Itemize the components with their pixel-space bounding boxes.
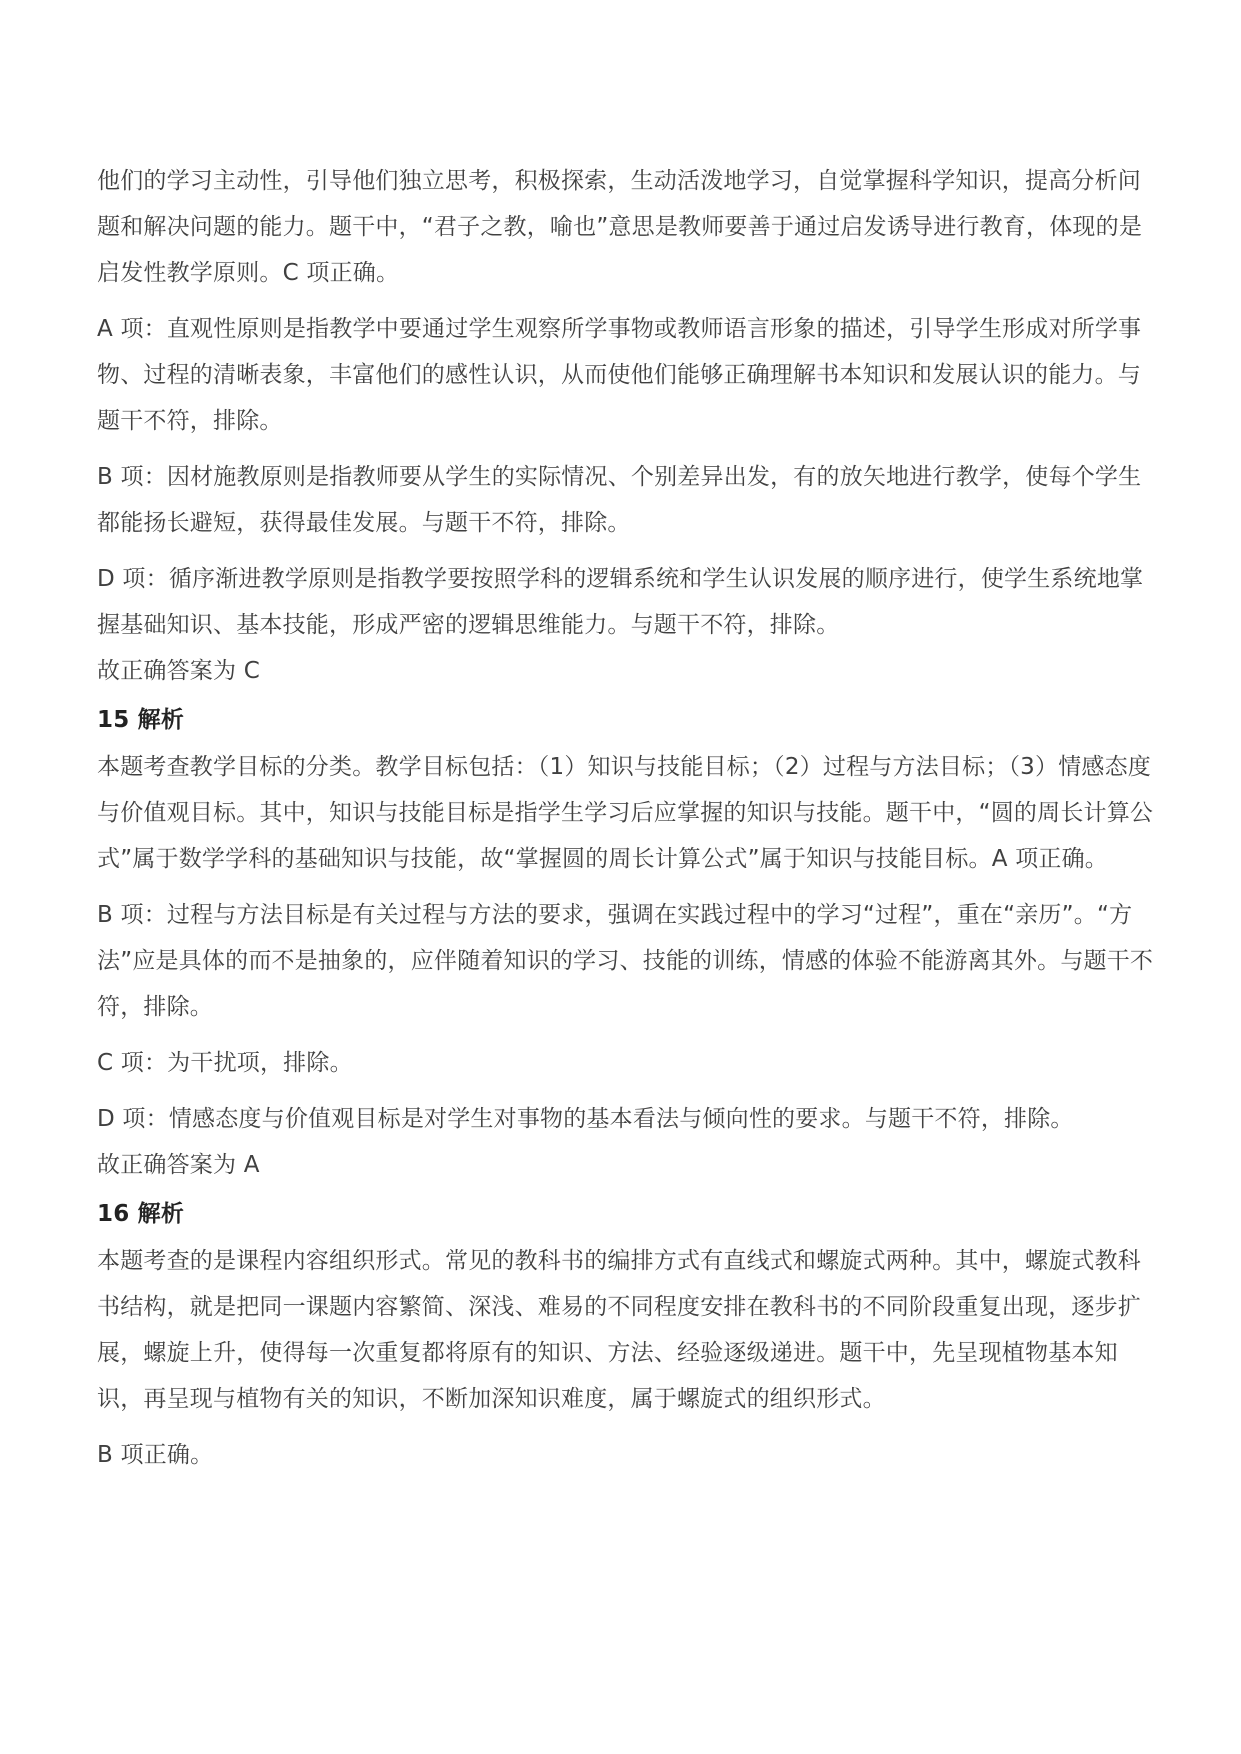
paragraph-16-explanation: 本题考查的是课程内容组织形式。常见的教科书的编排方式有直线式和螺旋式两种。其中，螺旋式教科书结构，就是把同一课题内容繁简、深浅、难易的不同程度安排在教科书的不同阶段重复出现，逐步扩展，螺旋上升，使得每一次重复都将原有的知识、方法、经验逐级递进。题干中，先呈现植物基本知识，再呈现与植物有关的知识，不断加深知识难度，属于螺旋式的组织形式。: [97, 1248, 1141, 1412]
paragraph-15-option-d: D 项：情感态度与价值观目标是对学生对事物的基本看法与倾向性的要求。与题干不符，排除。: [97, 1106, 1074, 1132]
paragraph-14-option-d: D 项：循序渐进教学原则是指教学要按照学科的逻辑系统和学生认识发展的顺序进行，使学生系统地掌握基础知识、基本技能，形成严密的逻辑思维能力。与题干不符，排除。: [97, 566, 1144, 638]
paragraph-15-explanation: 本题考查教学目标的分类。教学目标包括：（1）知识与技能目标；（2）过程与方法目标；（3）情感态度与价值观目标。其中，知识与技能目标是指学生学习后应掌握的知识与技能。题干中，“圆的周长计算公式”属于数学学科的基础知识与技能，故“掌握圆的周长计算公式”属于知识与技能目标。A 项正确。: [97, 754, 1154, 872]
paragraph-14-option-a: A 项：直观性原则是指教学中要通过学生观察所学事物或教师语言形象的描述，引导学生形成对所学事物、过程的清晰表象，丰富他们的感性认识，从而使他们能够正确理解书本知识和发展认识的能力。与题干不符，排除。: [97, 316, 1142, 434]
paragraph-15-option-b: B 项：过程与方法目标是有关过程与方法的要求，强调在实践过程中的学习“过程”，重在“亲历”。“方法”应是具体的而不是抽象的，应伴随着知识的学习、技能的训练，情感的体验不能游离其外。与题干不符，排除。: [97, 902, 1154, 1020]
paragraph-14-explanation: 他们的学习主动性，引导他们独立思考，积极探索，生动活泼地学习，自觉掌握科学知识，提高分析问题和解决问题的能力。题干中，“君子之教，喻也”意思是教师要善于通过启发诱导进行教育，体现的是启发性教学原则。C 项正确。: [97, 168, 1143, 286]
paragraph-14-answer: 故正确答案为 C: [97, 658, 260, 684]
heading-15-analysis: 15 解析: [97, 707, 185, 733]
paragraph-14-option-b: B 项：因材施教原则是指教师要从学生的实际情况、个别差异出发，有的放矢地进行教学，使每个学生都能扬长避短，获得最佳发展。与题干不符，排除。: [97, 464, 1142, 536]
paragraph-15-answer: 故正确答案为 A: [97, 1152, 260, 1178]
paragraph-16-answer: B 项正确。: [97, 1442, 214, 1468]
document-body: [97, 158, 1157, 1488]
paragraph-15-option-c: C 项：为干扰项，排除。: [97, 1050, 353, 1076]
heading-16-analysis: 16 解析: [97, 1201, 185, 1227]
